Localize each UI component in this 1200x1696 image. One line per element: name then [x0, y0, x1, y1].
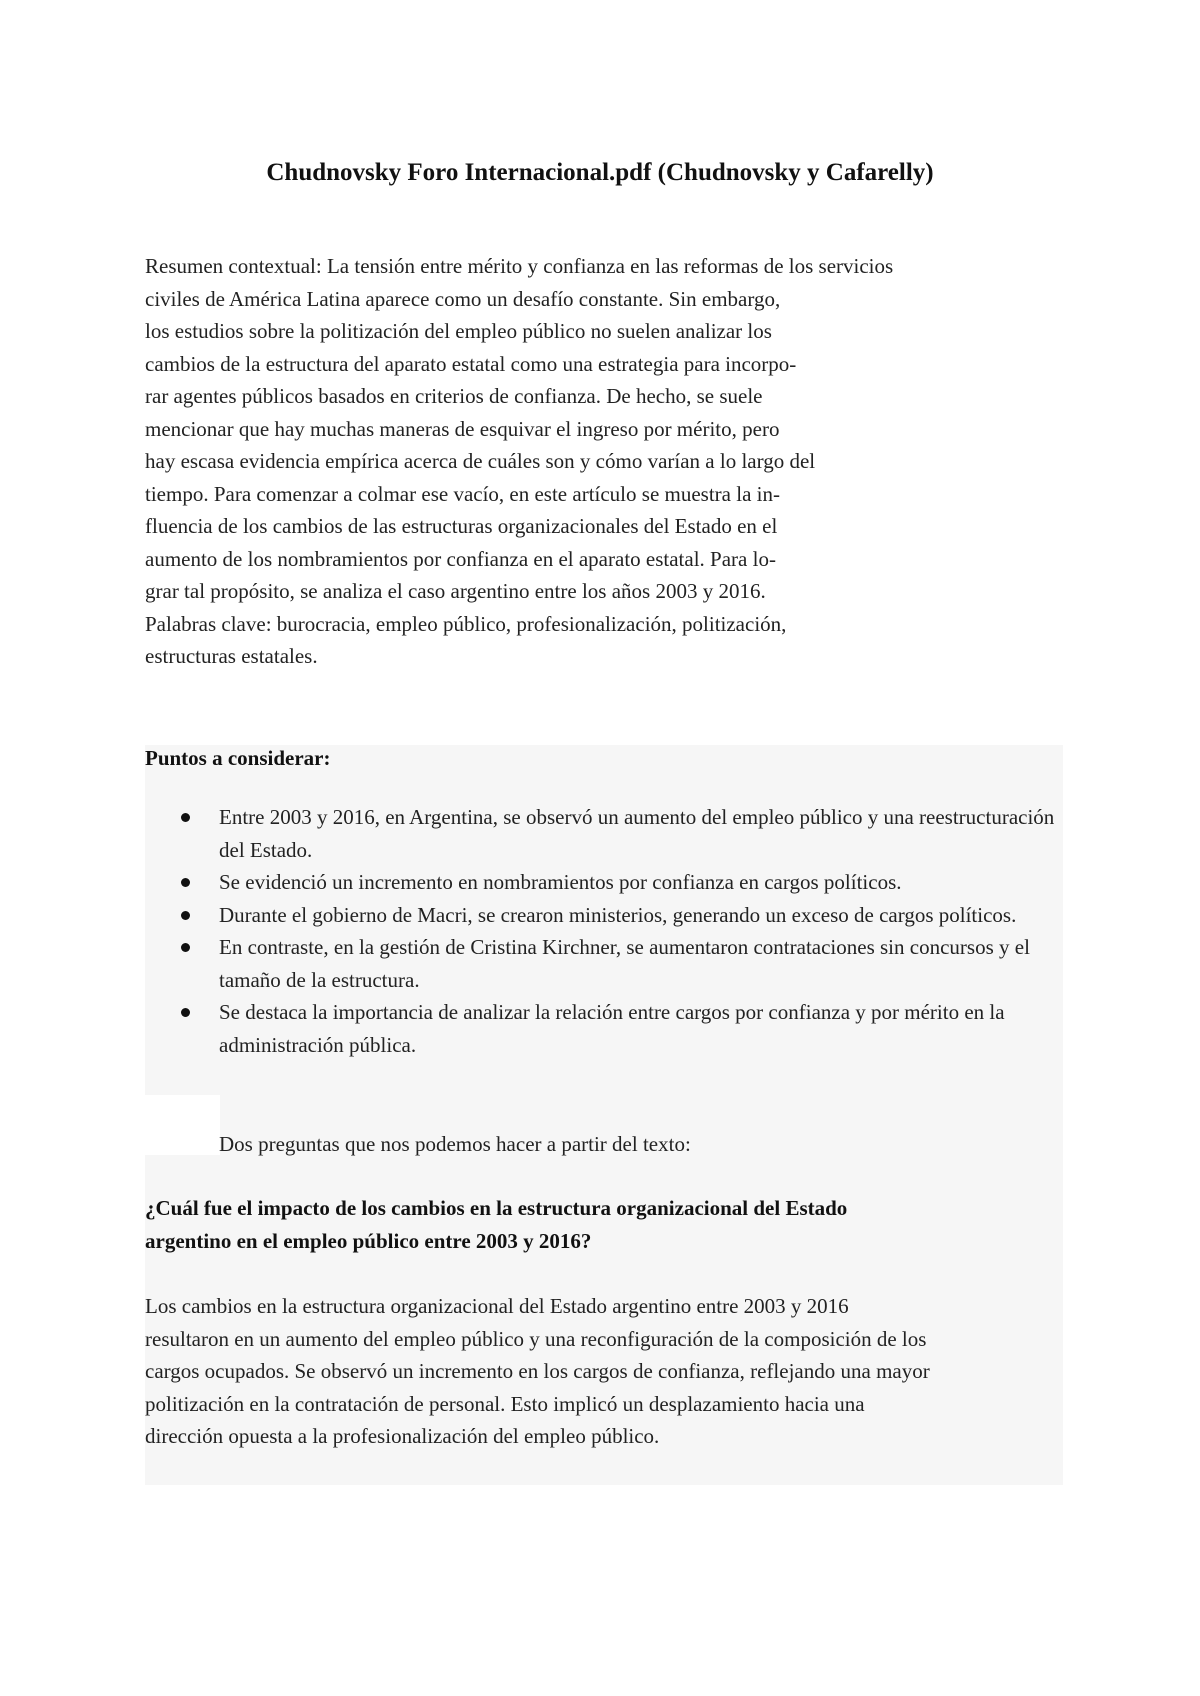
bullet-icon [181, 943, 190, 952]
answer-paragraph [145, 1290, 1060, 1453]
abstract-paragraph [145, 250, 1045, 673]
list-item-text: En contraste, en la gestión de Cristina Kirchner, se aumentaron contrataciones sin concursos y el tamaño de la estructura. [219, 935, 1030, 992]
list-item-text: Durante el gobierno de Macri, se crearon ministerios, generando un exceso de cargos políticos. [219, 902, 1017, 927]
questions-intro: Dos preguntas que nos podemos hacer a partir del texto: [219, 1132, 691, 1156]
list-item [145, 996, 1055, 1061]
bullet-icon [181, 878, 190, 887]
question-heading [145, 1192, 1055, 1258]
abstract-line: los estudios sobre la politización del empleo público no suelen analizar los [145, 319, 772, 343]
abstract-line: fluencia de los cambios de las estructuras organizacionales del Estado en el [145, 514, 778, 538]
abstract-line: tiempo. Para comenzar a colmar ese vacío, en este artículo se muestra la in- [145, 481, 780, 506]
answer-line: cargos ocupados. Se observó un incremento en los cargos de confianza, reflejando una mayor [145, 1359, 930, 1383]
answer-line: Los cambios en la estructura organizacional del Estado argentino entre 2003 y 2016 [145, 1294, 849, 1318]
answer-line: resultaron en un aumento del empleo público y una reconfiguración de la composición de los [145, 1326, 927, 1351]
abstract-line: grar tal propósito, se analiza el caso argentino entre los años 2003 y 2016. [145, 579, 766, 603]
answer-line: dirección opuesta a la profesionalización del empleo público. [145, 1424, 660, 1448]
list-item-text: Se destaca la importancia de analizar la relación entre cargos por confianza y por mérito en la administración pública. [219, 1000, 1005, 1057]
abstract-line: cambios de la estructura del aparato estatal como una estrategia para incorpo- [145, 351, 797, 376]
abstract-line: mencionar que hay muchas maneras de esquivar el ingreso por mérito, pero [145, 416, 780, 441]
question-line: argentino en el empleo público entre 2003 y 2016? [145, 1229, 592, 1253]
bullet-icon [181, 813, 190, 822]
abstract-line: rar agentes públicos basados en criterios de confianza. De hecho, se suele [145, 384, 763, 408]
abstract-line: hay escasa evidencia empírica acerca de cuáles son y cómo varían a lo largo del [145, 449, 816, 473]
abstract-line: civiles de América Latina aparece como un desafío constante. Sin embargo, [145, 286, 781, 311]
question-line: ¿Cuál fue el impacto de los cambios en la estructura organizacional del Estado [145, 1196, 848, 1220]
list-item [145, 801, 1055, 866]
bullet-icon [181, 1008, 190, 1017]
abstract-line: estructuras estatales. [145, 644, 318, 668]
points-list [145, 801, 1055, 1061]
abstract-line: Resumen contextual: La tensión entre mérito y confianza en las reformas de los servicios [145, 254, 894, 278]
document-title: Chudnovsky Foro Internacional.pdf (Chudnovsky y Cafarelly) [266, 159, 934, 186]
list-item [145, 931, 1055, 996]
list-item-text: Se evidenció un incremento en nombramientos por confianza en cargos políticos. [219, 870, 902, 894]
list-item [145, 899, 1055, 932]
points-heading: Puntos a considerar: [145, 746, 331, 770]
bullet-icon [181, 911, 190, 920]
list-item [145, 866, 1055, 899]
abstract-line: aumento de los nombramientos por confianza en el aparato estatal. Para lo- [145, 546, 776, 571]
list-item-text: Entre 2003 y 2016, en Argentina, se observó un aumento del empleo público y una reestructuración del Estado. [219, 805, 1055, 862]
answer-line: politización en la contratación de personal. Esto implicó un desplazamiento hacia una [145, 1391, 865, 1416]
abstract-line: Palabras clave: burocracia, empleo público, profesionalización, politización, [145, 611, 787, 636]
